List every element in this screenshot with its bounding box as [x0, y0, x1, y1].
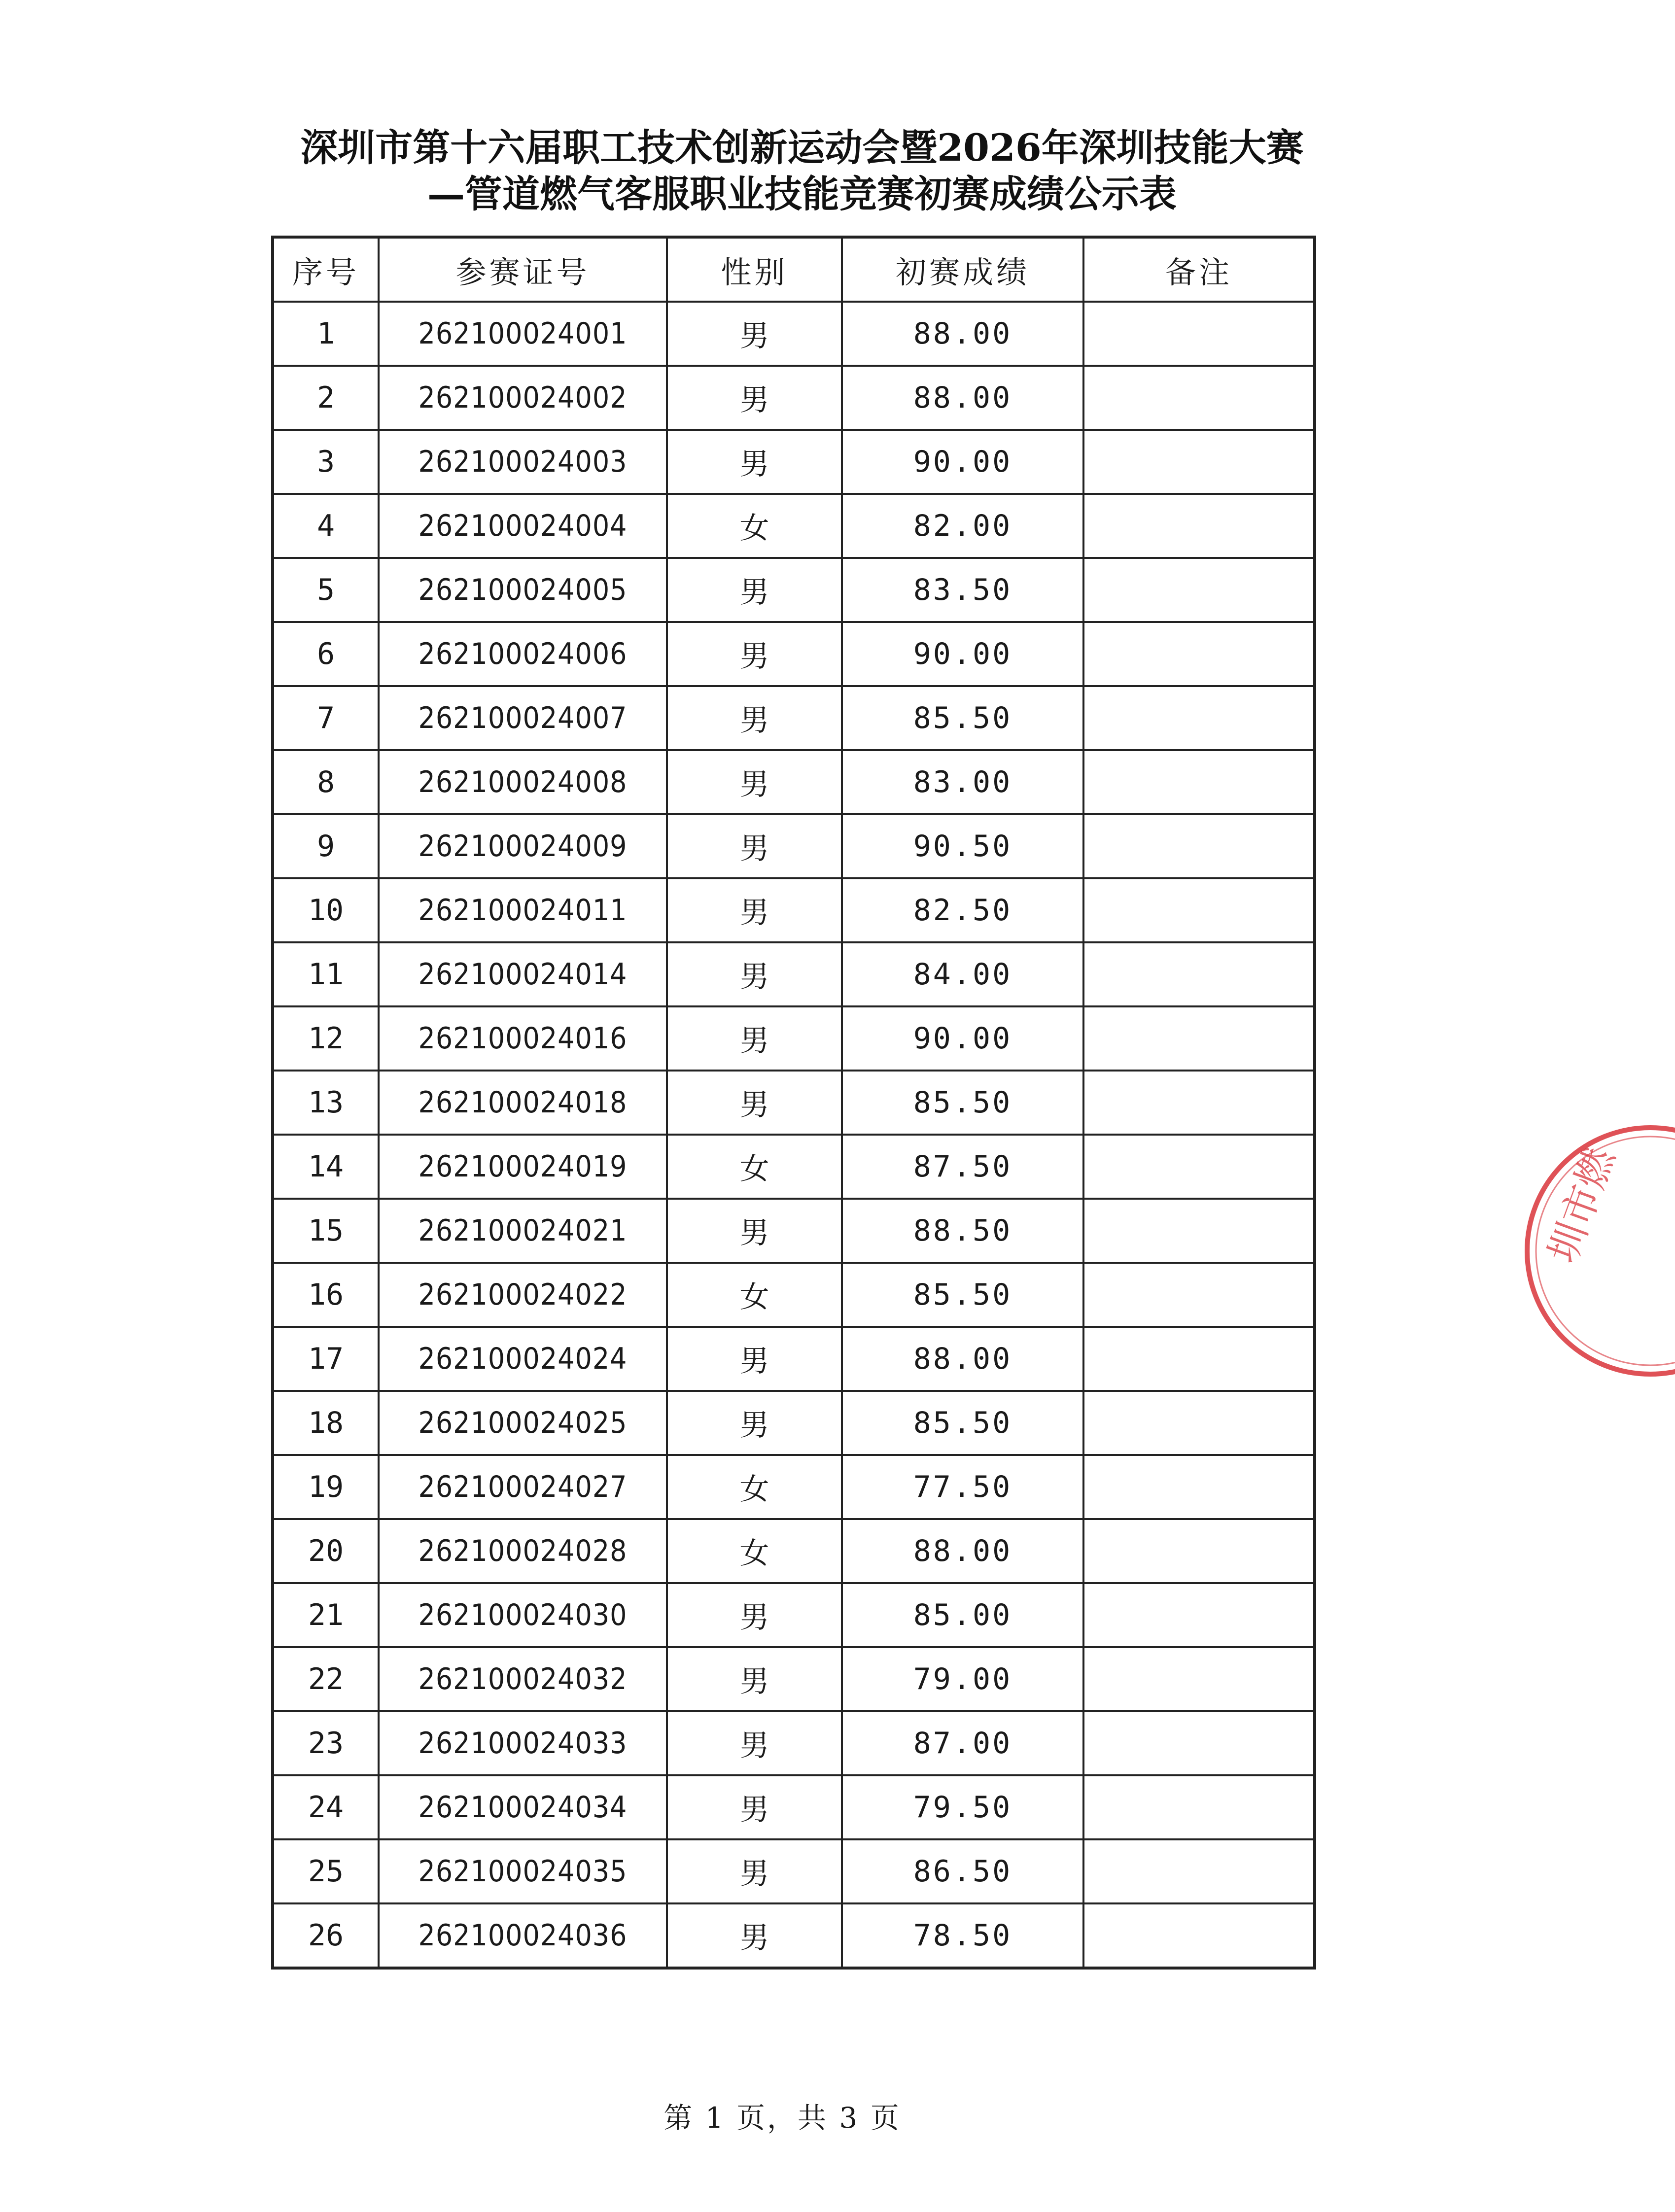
cell-score: 90.50: [842, 814, 1083, 878]
table-row: [273, 430, 1315, 494]
table-row: [273, 750, 1315, 814]
cell-remarks: [1083, 1199, 1315, 1263]
cell-gender: 男: [667, 1839, 842, 1903]
cell-score: 87.50: [842, 1135, 1083, 1199]
table-row: [273, 558, 1315, 622]
cell-remarks: [1083, 1071, 1315, 1135]
page-indicator: 第 1 页，共 3 页: [663, 2101, 901, 2135]
cell-index: 22: [273, 1647, 379, 1711]
cell-gender: 男: [667, 558, 842, 622]
table-row: [273, 1519, 1315, 1583]
table-row: [273, 1071, 1315, 1135]
cell-remarks: [1083, 1263, 1315, 1327]
cell-index: 18: [273, 1391, 379, 1455]
cell-index: 6: [273, 622, 379, 686]
header-score: 初赛成绩: [842, 237, 1083, 302]
cell-id: 262100024021: [379, 1199, 667, 1263]
cell-score: 88.50: [842, 1199, 1083, 1263]
cell-id: 262100024004: [379, 494, 667, 558]
cell-gender: 男: [667, 1583, 842, 1647]
cell-index: 13: [273, 1071, 379, 1135]
cell-index: 10: [273, 878, 379, 942]
cell-score: 77.50: [842, 1455, 1083, 1519]
table-row: [273, 302, 1315, 366]
cell-remarks: [1083, 1775, 1315, 1839]
table-row: [273, 942, 1315, 1006]
scores-table: [271, 236, 1316, 1970]
cell-remarks: [1083, 1455, 1315, 1519]
table-row: [273, 366, 1315, 430]
cell-id: 262100024035: [379, 1839, 667, 1903]
cell-gender: 男: [667, 1775, 842, 1839]
cell-remarks: [1083, 430, 1315, 494]
cell-gender: 男: [667, 366, 842, 430]
cell-score: 85.50: [842, 1391, 1083, 1455]
cell-score: 88.00: [842, 1327, 1083, 1391]
cell-score: 78.50: [842, 1903, 1083, 1968]
cell-index: 1: [273, 302, 379, 366]
cell-score: 83.50: [842, 558, 1083, 622]
cell-id: 262100024027: [379, 1455, 667, 1519]
cell-score: 88.00: [842, 366, 1083, 430]
cell-index: 15: [273, 1199, 379, 1263]
cell-id: 262100024008: [379, 750, 667, 814]
cell-id: 262100024006: [379, 622, 667, 686]
table-row: [273, 622, 1315, 686]
table-row: [273, 1711, 1315, 1775]
cell-remarks: [1083, 750, 1315, 814]
cell-score: 79.50: [842, 1775, 1083, 1839]
cell-index: 2: [273, 366, 379, 430]
header-id: 参赛证号: [379, 237, 667, 302]
table-row: [273, 686, 1315, 750]
cell-score: 90.00: [842, 1006, 1083, 1071]
cell-id: 262100024030: [379, 1583, 667, 1647]
cell-index: 26: [273, 1903, 379, 1968]
header-gender: 性别: [667, 237, 842, 302]
cell-score: 85.50: [842, 1263, 1083, 1327]
cell-gender: 男: [667, 878, 842, 942]
document-title-line2: —管道燃气客服职业技能竞赛初赛成绩公示表: [427, 172, 1177, 216]
table-row: [273, 1455, 1315, 1519]
cell-index: 11: [273, 942, 379, 1006]
cell-id: 262100024033: [379, 1711, 667, 1775]
cell-gender: 男: [667, 622, 842, 686]
cell-score: 82.50: [842, 878, 1083, 942]
cell-gender: 男: [667, 1647, 842, 1711]
cell-remarks: [1083, 494, 1315, 558]
cell-id: 262100024001: [379, 302, 667, 366]
cell-gender: 女: [667, 1263, 842, 1327]
cell-index: 20: [273, 1519, 379, 1583]
cell-gender: 女: [667, 1519, 842, 1583]
cell-score: 82.00: [842, 494, 1083, 558]
cell-remarks: [1083, 1391, 1315, 1455]
cell-remarks: [1083, 1839, 1315, 1903]
cell-index: 14: [273, 1135, 379, 1199]
official-seal-icon: [1488, 1118, 1675, 1384]
table-row: [273, 1647, 1315, 1711]
cell-score: 85.00: [842, 1583, 1083, 1647]
table-row: [273, 1775, 1315, 1839]
cell-id: 262100024007: [379, 686, 667, 750]
cell-remarks: [1083, 686, 1315, 750]
cell-gender: 男: [667, 302, 842, 366]
cell-remarks: [1083, 1711, 1315, 1775]
cell-id: 262100024005: [379, 558, 667, 622]
cell-remarks: [1083, 1583, 1315, 1647]
cell-gender: 男: [667, 942, 842, 1006]
cell-id: 262100024018: [379, 1071, 667, 1135]
cell-index: 21: [273, 1583, 379, 1647]
cell-score: 85.50: [842, 686, 1083, 750]
table-row: [273, 494, 1315, 558]
cell-index: 17: [273, 1327, 379, 1391]
cell-score: 90.00: [842, 622, 1083, 686]
cell-index: 9: [273, 814, 379, 878]
cell-gender: 男: [667, 750, 842, 814]
cell-id: 262100024019: [379, 1135, 667, 1199]
cell-remarks: [1083, 1519, 1315, 1583]
cell-gender: 男: [667, 686, 842, 750]
cell-remarks: [1083, 558, 1315, 622]
cell-index: 12: [273, 1006, 379, 1071]
cell-score: 86.50: [842, 1839, 1083, 1903]
cell-index: 4: [273, 494, 379, 558]
cell-gender: 男: [667, 1327, 842, 1391]
cell-gender: 男: [667, 1391, 842, 1455]
cell-remarks: [1083, 1903, 1315, 1968]
cell-score: 79.00: [842, 1647, 1083, 1711]
table-row: [273, 1583, 1315, 1647]
table-row: [273, 1006, 1315, 1071]
table-row: [273, 1263, 1315, 1327]
cell-gender: 女: [667, 1135, 842, 1199]
cell-score: 83.00: [842, 750, 1083, 814]
cell-gender: 男: [667, 1006, 842, 1071]
cell-score: 88.00: [842, 302, 1083, 366]
table-row: [273, 1199, 1315, 1263]
cell-id: 262100024016: [379, 1006, 667, 1071]
table-row: [273, 1135, 1315, 1199]
header-remarks: 备注: [1083, 237, 1315, 302]
table-row: [273, 878, 1315, 942]
cell-score: 85.50: [842, 1071, 1083, 1135]
cell-gender: 男: [667, 1711, 842, 1775]
table-row: [273, 1839, 1315, 1903]
cell-id: 262100024009: [379, 814, 667, 878]
cell-id: 262100024032: [379, 1647, 667, 1711]
cell-gender: 女: [667, 1455, 842, 1519]
cell-score: 90.00: [842, 430, 1083, 494]
cell-gender: 男: [667, 1071, 842, 1135]
table-row: [273, 1903, 1315, 1968]
table-row: [273, 814, 1315, 878]
seal-text: 圳市燃: [1539, 1142, 1623, 1269]
cell-gender: 男: [667, 1199, 842, 1263]
cell-score: 87.00: [842, 1711, 1083, 1775]
cell-id: 262100024036: [379, 1903, 667, 1968]
table-header-row: [273, 237, 1315, 302]
cell-remarks: [1083, 942, 1315, 1006]
cell-id: 262100024003: [379, 430, 667, 494]
cell-remarks: [1083, 622, 1315, 686]
cell-score: 88.00: [842, 1519, 1083, 1583]
header-index: 序号: [273, 237, 379, 302]
cell-score: 84.00: [842, 942, 1083, 1006]
cell-gender: 男: [667, 430, 842, 494]
cell-remarks: [1083, 366, 1315, 430]
cell-gender: 女: [667, 494, 842, 558]
cell-remarks: [1083, 1647, 1315, 1711]
cell-index: 19: [273, 1455, 379, 1519]
cell-index: 7: [273, 686, 379, 750]
cell-remarks: [1083, 1327, 1315, 1391]
cell-index: 8: [273, 750, 379, 814]
cell-id: 262100024025: [379, 1391, 667, 1455]
cell-gender: 男: [667, 814, 842, 878]
cell-id: 262100024028: [379, 1519, 667, 1583]
cell-index: 23: [273, 1711, 379, 1775]
cell-remarks: [1083, 1135, 1315, 1199]
cell-id: 262100024002: [379, 366, 667, 430]
cell-remarks: [1083, 814, 1315, 878]
cell-remarks: [1083, 302, 1315, 366]
cell-id: 262100024022: [379, 1263, 667, 1327]
cell-index: 16: [273, 1263, 379, 1327]
cell-index: 24: [273, 1775, 379, 1839]
table-row: [273, 1327, 1315, 1391]
table-row: [273, 1391, 1315, 1455]
cell-index: 5: [273, 558, 379, 622]
cell-index: 25: [273, 1839, 379, 1903]
cell-gender: 男: [667, 1903, 842, 1968]
cell-id: 262100024014: [379, 942, 667, 1006]
document-title-line1: 深圳市第十六届职工技术创新运动会暨2026年深圳技能大赛: [300, 126, 1304, 170]
cell-remarks: [1083, 878, 1315, 942]
cell-id: 262100024034: [379, 1775, 667, 1839]
cell-remarks: [1083, 1006, 1315, 1071]
cell-index: 3: [273, 430, 379, 494]
cell-id: 262100024011: [379, 878, 667, 942]
cell-id: 262100024024: [379, 1327, 667, 1391]
